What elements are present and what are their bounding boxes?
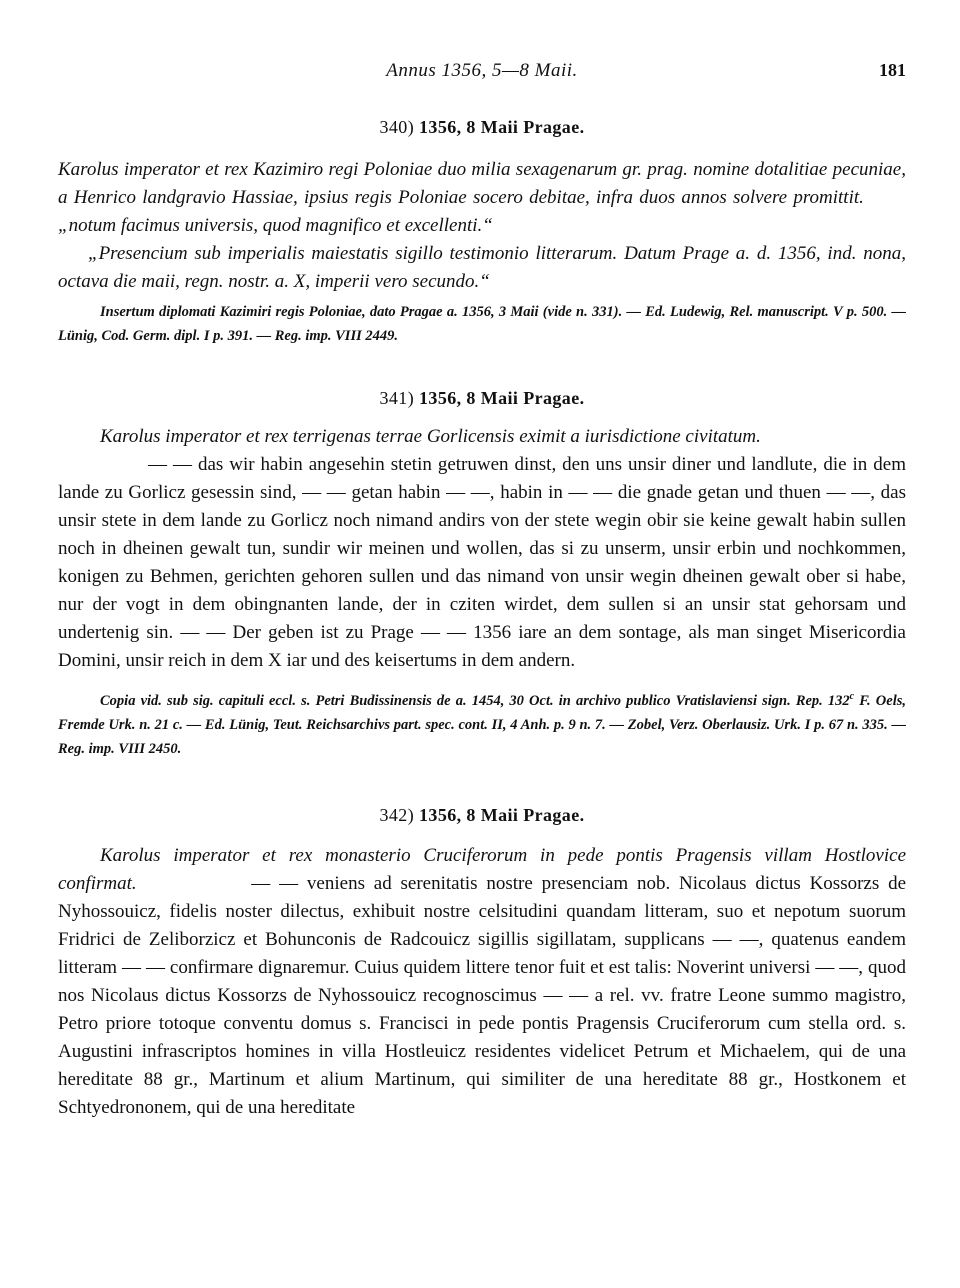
- doc-340-number: 340): [379, 117, 415, 137]
- doc-341-heading: [58, 388, 906, 409]
- doc-342-heading: [58, 805, 906, 826]
- doc-342-text: — — veniens ad serenitatis nostre presenciam nob. Nicolaus dictus Kossorzs de Nyhossouicz, fidelis noster dilectus, exhibuit nostre celsitudini quandam litteram, suo et nepotum suorum Fridrici de Zeliborzicz et Bohunconis de Radcouicz sigillis sigillatam, supplicans — —, quatenus eandem litteram — — confirmare dignaremur. Cuius quidem littere tenor fuit et est talis: Noverint universi — —, quod nos Nicolaus dictus Kossorzs de Nyhossouicz recognoscimus — — a rel. vv. fratre Leone summo magistro, Petro priore totoque conventu domus s. Francisci in pede pontis Pragensis Cruciferorum cum stella ord. s. Augustini infrascriptos homines in villa Hostleuicz residentes videlicet Petrum et Michaelem, qui de una hereditate 88 gr., Martinum et alium Martinum, qui similiter de una hereditate 88 gr., Hostkonem et Schtyedrononem, qui de una hereditate: [58, 872, 906, 1118]
- running-head: [58, 60, 906, 86]
- running-title: Annus 1356, 5—8 Maii.: [386, 60, 578, 81]
- page-number: 181: [879, 60, 906, 80]
- doc-342-regest: Karolus imperator et rex monasterio Cruciferorum in pede pontis Pragensis villam Hostlovice confirmat.: [58, 844, 906, 894]
- doc-340-heading: [58, 117, 906, 138]
- doc-340-date-place: 1356, 8 Maii Pragae.: [419, 117, 585, 137]
- doc-341-source-note: [58, 685, 906, 761]
- document-page: [58, 60, 906, 1122]
- doc-340-explicit: „Presencium sub imperialis maiestatis sigillo testimonio litterarum. Datum Prage a. d. 1356, ind. nona, octava die maii, regn. nostr. a. X, imperii vero secundo.“: [58, 243, 906, 292]
- doc-342-date-place: 1356, 8 Maii Pragae.: [419, 804, 585, 825]
- doc-340-regest: [58, 156, 906, 240]
- doc-340-incipit: „notum facimus universis, quod magnifico et excellenti.“: [58, 215, 493, 236]
- doc-341-note-part1: Copia vid. sub sig. capituli eccl. s. Petri Budissinensis de a. 1454, 30 Oct. in archivo publico Vratislaviensi sign. Rep. 132: [100, 692, 850, 709]
- doc-342-number: 342): [379, 804, 415, 825]
- doc-341-text: — — das wir habin angesehin stetin getruwen dinst, den uns unsir diner und landlute, die in dem lande zu Gorlicz gesessin sind, — — getan habin — —, habin in — — die gnade getan und thuen — —, das unsir stete in dem lande zu Gorlicz noch nimand andirs von der stete wegin obir sie keine gewalt habin sullen noch in dheinen gewalt tun, sundir wir meinen und wollen, das si zu unserm, unsir erbin und nochkommen, konigen zu Behmen, gerichten gehoren sullen und das nimand von unsir wegin dheinen gewalt ober si habe, nur der vogt in dem obingnanten lande, der in cziten wirdet, dem sullen si an unsir stat gehorsam und undertenig sin. — — Der geben ist zu Prage — — 1356 iare an dem sontage, als man singet Misericordia Domini, unsir reich in dem X iar und des keisertums in dem andern.: [58, 454, 906, 671]
- doc-340-regest-text: Karolus imperator et rex Kazimiro regi Poloniae duo milia sexagenarum gr. prag. nomine dotalitiae pecuniae, a Henrico landgravio Hassiae, ipsius regis Poloniae socero debitae, infra duos annos solvere promittit.: [58, 159, 906, 208]
- doc-340-source-note: Insertum diplomati Kazimiri regis Poloniae, dato Pragae a. 1356, 3 Maii (vide n. 331). — Ed. Ludewig, Rel. manuscript. V p. 500. — Lünig, Cod. Germ. dipl. I p. 391. — Reg. imp. VIII 2449.: [58, 304, 906, 344]
- doc-341-number: 341): [379, 388, 415, 408]
- doc-341-note-part2: F. Oels, Fremde Urk. n. 21 c. — Ed. Lünig, Teut. Reichsarchivs part. spec. cont. II, 4 Anh. p. 9 n. 7. — Zobel, Verz. Oberlausiz. Urk. I p. 67 n. 335. — Reg. imp. VIII 2450.: [58, 692, 906, 757]
- doc-342-paragraph: [58, 842, 906, 1122]
- doc-341-date-place: 1356, 8 Maii Pragae.: [419, 388, 585, 408]
- doc-341-note-sup: c: [849, 691, 855, 702]
- doc-341-regest: Karolus imperator et rex terrigenas terrae Gorlicensis eximit a iurisdictione civitatum.: [100, 426, 761, 447]
